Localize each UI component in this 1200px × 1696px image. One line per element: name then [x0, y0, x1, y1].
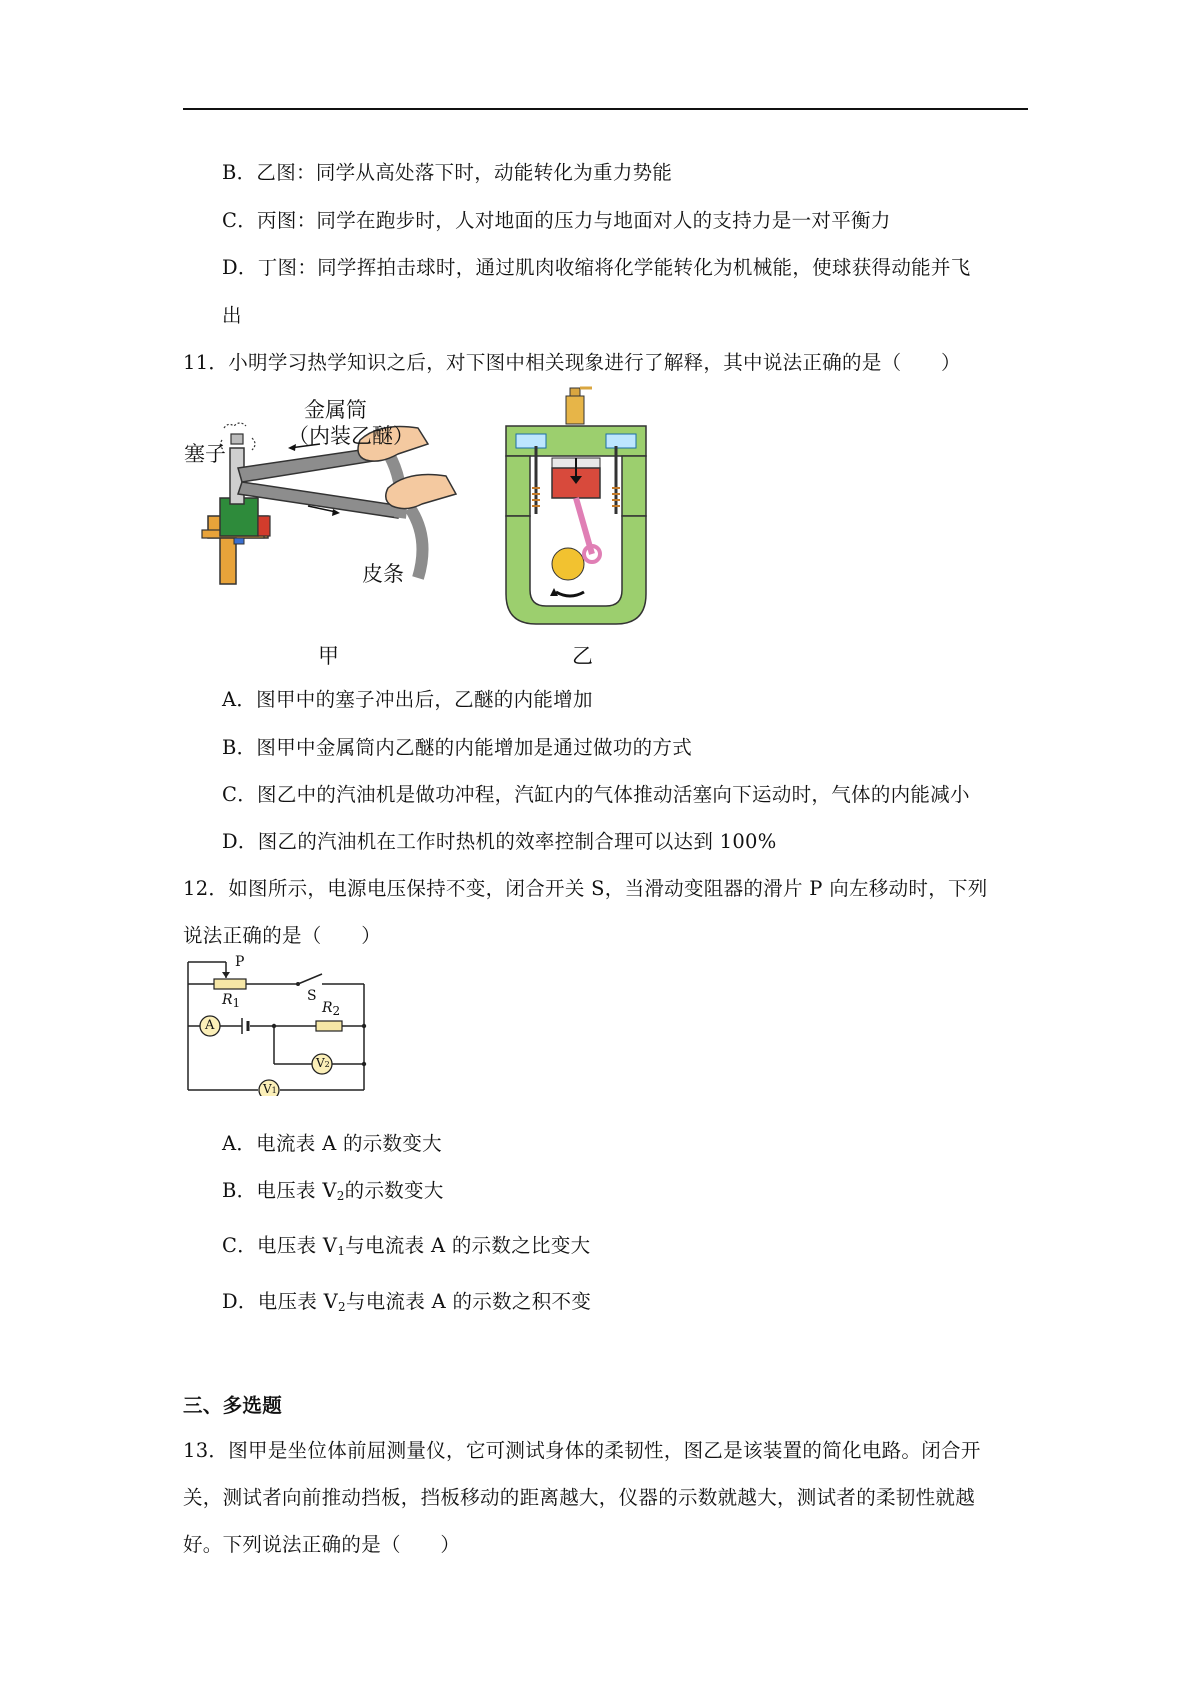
- q12-option-b: B．电压表 $V_2$的示数变大: [222, 1179, 444, 1203]
- slider-label-p: P: [235, 954, 245, 970]
- section-title: 三、多选题: [183, 1394, 283, 1417]
- figure-jia-caption: 甲: [318, 644, 339, 668]
- q13-stem-line1: 13．图甲是坐位体前屈测量仪，它可测试身体的柔韧性，图乙是该装置的简化电路。闭合开: [183, 1439, 981, 1462]
- q11-stem: 11．小明学习热学知识之后，对下图中相关现象进行了解释，其中说法正确的是（ ）: [183, 351, 961, 374]
- q12-stem-line2: 说法正确的是（ ）: [183, 924, 382, 947]
- label-r1: R1: [222, 992, 241, 1010]
- circuit-figure: [182, 956, 382, 1096]
- header-rule: [183, 108, 1028, 110]
- q10-option-d: D．丁图：同学挥拍击球时，通过肌肉收缩将化学能转化为机械能，使球获得动能并飞: [222, 256, 971, 279]
- q11-option-d: D．图乙的汽油机在工作时热机的效率控制合理可以达到 100%: [222, 830, 777, 853]
- q12-option-d: D．电压表 $V_2$与电流表 A 的示数之积不变: [222, 1290, 592, 1314]
- q10-option-d-continued: 出: [222, 304, 242, 327]
- label-tube-content: （内装乙醚）: [288, 424, 414, 448]
- figure-yi-caption: 乙: [572, 644, 593, 668]
- label-plug: 塞子: [184, 442, 226, 466]
- label-belt: 皮条: [362, 562, 404, 586]
- q12-option-c: C．电压表 $V_1$与电流表 A 的示数之比变大: [222, 1234, 591, 1258]
- q11-option-c: C．图乙中的汽油机是做功冲程，汽缸内的气体推动活塞向下运动时，气体的内能减小: [222, 783, 970, 806]
- ammeter-label: A: [205, 1018, 215, 1033]
- q10-option-c: C．丙图：同学在跑步时，人对地面的压力与地面对人的支持力是一对平衡力: [222, 209, 891, 232]
- label-switch-s: S: [307, 988, 317, 1004]
- engine-drawing: [496, 384, 656, 634]
- q12-option-a: A．电流表 A 的示数变大: [222, 1132, 442, 1155]
- figure-yi: [496, 384, 656, 634]
- q11-option-a: A．图甲中的塞子冲出后，乙醚的内能增加: [222, 688, 593, 711]
- figure-jia: [180, 398, 480, 598]
- label-metal-tube: 金属筒: [304, 398, 367, 422]
- q12-stem-line1: 12．如图所示，电源电压保持不变，闭合开关 S，当滑动变阻器的滑片 P 向左移动时，下列: [183, 877, 988, 900]
- q13-stem-line2: 关，测试者向前推动挡板，挡板移动的距离越大，仪器的示数就越大，测试者的柔韧性就越: [183, 1486, 976, 1509]
- label-r2: R2: [322, 1000, 341, 1018]
- q10-option-b: B．乙图：同学从高处落下时，动能转化为重力势能: [222, 161, 673, 184]
- q11-option-b: B．图甲中金属筒内乙醚的内能增加是通过做功的方式: [222, 736, 693, 759]
- q13-stem-line3: 好。下列说法正确的是（ ）: [183, 1533, 461, 1556]
- voltmeter-v2-label: V2: [316, 1056, 330, 1070]
- voltmeter-v1-label: V1: [263, 1082, 277, 1096]
